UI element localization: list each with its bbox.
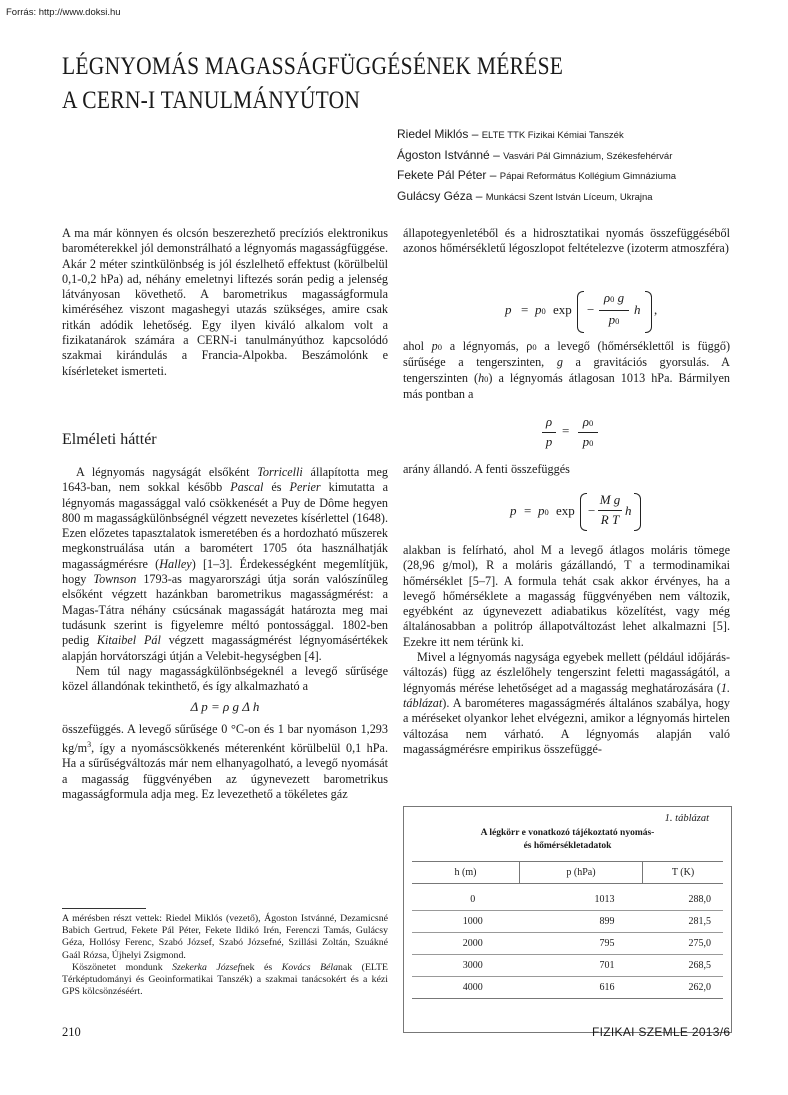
source-url: Forrás: http://www.doksi.hu: [6, 7, 121, 18]
right-para-5: Mivel a légnyomás nagysága egyebek mellett (például időjárás-változás) függ az észlelőhely tengerszint feletti magasságától, a légnyomás mérése lehetőséget ad a magasság meghatározására (1. táblázat). A barométeres magasságmérés általános szabálya, hogy a méréseket olyankor lehet elvégezni, amikor a légnyomás hirtelen változása nem várható. A légnyomás alapján való magasságmérésre empirikus összefüggé-: [403, 650, 730, 756]
footnote-participants: A mérésben részt vettek: Riedel Miklós (vezető), Ágoston Istvánné, Dezamicsné Babich Gertrud, Fekete Pál Péter, Fekete Ildikó Irén, Ferenczi Tamás, Gulácsy Géza, Hollósy Ferenc, Szabó József, Szabó Józsefné, Szillási Zoltán, Szuákné Gaál Rózsa, Újhelyi Zsigmond.: [62, 913, 388, 961]
right-para-3: arány állandó. A fenti összefüggés: [403, 462, 570, 476]
article-title: [62, 50, 647, 118]
author-4: Gulácsy Géza – Munkácsi Szent István Líceum, Ukrajna: [397, 188, 653, 203]
table-row: 0 1013 288,0: [412, 889, 723, 911]
footnote-thanks: Köszönetet mondunk Szekerka Józsefnek és Kovács Bélanak (ELTE Térképtudományi és Geoinformatikai Tanszék) a szakmai tanácsokért és a kézi GPS kölcsönzéséért.: [62, 961, 388, 998]
author-3: Fekete Pál Péter – Pápai Református Kollégium Gimnáziuma: [397, 168, 677, 182]
data-table: [403, 806, 732, 1033]
theory-text: [62, 465, 388, 802]
intro-paragraph: A ma már könnyen és olcsón beszerezhető precíziós elektronikus barométerekkel jól demonstrálható a légnyomás magasságfüggése. Akár 2 méter szintkülönbség is jól észlelhető effektust (körülbelül 0,1-0,2 hPa) ad, néhány emeletnyi liftezés során pedig a jelenség látványosan követhető. A barometrikus magasságformula kiméréséhez viszont magashegyi utazás szükséges, amire csak ritkán adódik lehetőség. Egy ilyen kiváló alkalom volt a fizikatanárok számára a CERN-i tanulmányúthoz kapcsolódó szakmai kirándulás a Francia-Alpokba. Beszámolónk e kísérleteket ismerteti.: [62, 226, 388, 378]
journal-name: FIZIKAI SZEMLE 2013/6: [592, 1025, 731, 1039]
table-row: 1000 899 281,5: [412, 911, 723, 933]
header-h: h (m): [412, 862, 520, 884]
para-density: Nem túl nagy magasságkülönbségeknél a levegő sűrűsége közel állandónak tekinthető, és így alkalmazható a: [62, 663, 388, 694]
para-formula: összefüggés. A levegő sűrűsége 0 °C-on és 1 bar nyomáson 1,293 $kg/m^3$, így a nyomáscsökkenés méterenként körülbelül 0,1 hPa. Ha a sűrűségváltozás már nem elhanyagolható, a levegő nyomását a magasság függvényében az úgynevezett barometrikus magasságformula adja meg. Ez levezethető a tökéletes gáz: [62, 721, 388, 801]
equation-ratio: ρ p = ρ0 p0: [542, 414, 602, 454]
equation-barometric: p = p0 exp − ρ0 g p0 h ,: [505, 289, 665, 333]
header-t: T (K): [671, 867, 695, 878]
title-line-1: LÉGNYOMÁS MAGASSÁGFÜGGÉSÉNEK MÉRÉSE: [62, 53, 564, 80]
table-row: 4000 616 262,0: [412, 977, 723, 999]
footnotes: [62, 913, 388, 998]
header-p: p (hPa): [520, 862, 643, 884]
para-history: A légnyomás nagyságát elsőként Torricelli állapította meg 1643-ban, nem sokkal később Pascal és Perier kimutatta a légnyomás magassággal való csökkenését a Puy de Dôme hegyen 800 m magasságkülönbségnél végzett nevezetes kísérlettel (1648). Ezen előzetes tapasztalatok ismeretében és a hordozható műszerek megkonstruálása után a barométert 1705 óta használhatják magasságmérésre (Halley) [1–3]. Érdekességként megemlítjük, hogy Townson 1793-as magyarországi útja során valószínűleg elsőként végzett hazánkban barometrikus magasságmérést: a Magas-Tátra néhány csúcsának magasságát határozta meg mai tudásunk szerint is figyelemre méltó pontossággal. 1802-ben pedig Kitaibel Pál végzett magasságmérést légnyomásértékek alapján horvátországi útján a Velebit-hegységben [4].: [62, 465, 389, 663]
equation-1: Δ p = ρ g Δ h: [190, 699, 260, 715]
section-heading: Elméleti háttér: [62, 431, 157, 448]
footnote-rule: [62, 908, 146, 909]
author-1: Riedel Miklós – ELTE TTK Fizikai Kémiai Tanszék: [397, 127, 624, 141]
table-label: 1. táblázat: [664, 813, 709, 824]
right-para-4: alakban is felírható, ahol M a levegő átlagos moláris tömege (28,96 g/mol), R a moláris gázállandó, T a termodinamikai hőmérséklet [5–7]. A formula tehát csak akkor érvényes, ha a levegő hőmérséklete a magasság függvényében nem változik, egyébként az úgynevezett adiabatikus közelítést, vagy még általánosabban a politróp állapotváltozást lehet alkalmazni [5]. Ezekre itt nem térünk ki. Mivel a légnyomás nagysága egyebek mellett (például időjárás-változás) függ az észlelőhely tengerszint feletti magasságától, a légnyomás mérése lehetőséget ad a magasság meghatározására (1. táblázat). A barométeres magasságmérés általános szabálya, hogy a méréseket olyankor lehet elvégezni, amikor a légnyomás hirtelen változása nem várható. A légnyomás alapján való magasságmérésre empirikus összefüggé-: [403, 543, 730, 756]
table-header-row: [412, 862, 723, 884]
right-para-1: állapotegyenletéből és a hidrosztatikai nyomás összefüggéséből azonos hőmérsékletű légoszlopot feltételezve (izoterm atmoszféra): [403, 226, 730, 256]
title-line-2: A CERN-I TANULMÁNYÚTON: [62, 87, 361, 114]
page-number: 210: [62, 1025, 81, 1039]
table-caption: A légkörr e vonatkozó tájékoztató nyomás- és hőmérsékletadatok: [480, 828, 655, 851]
table-row: 3000 701 268,5: [412, 955, 723, 977]
table-row: 2000 795 275,0: [412, 933, 723, 955]
author-2: Ágoston Istvánné – Vasvári Pál Gimnázium, Székesfehérvár: [397, 147, 673, 162]
author-list: [397, 125, 782, 207]
right-para-2: ahol p0 a légnyomás, ρ0 a levegő (hőmérséklettől is függő) sűrűsége a tengerszinten, g a gravitációs gyorsulás. A tengerszinten (h0) a légnyomás átlagosan 1013 hPa. Bármilyen más pontban a: [403, 339, 731, 401]
equation-molar: p = p0 exp − M g R T h: [510, 492, 640, 532]
